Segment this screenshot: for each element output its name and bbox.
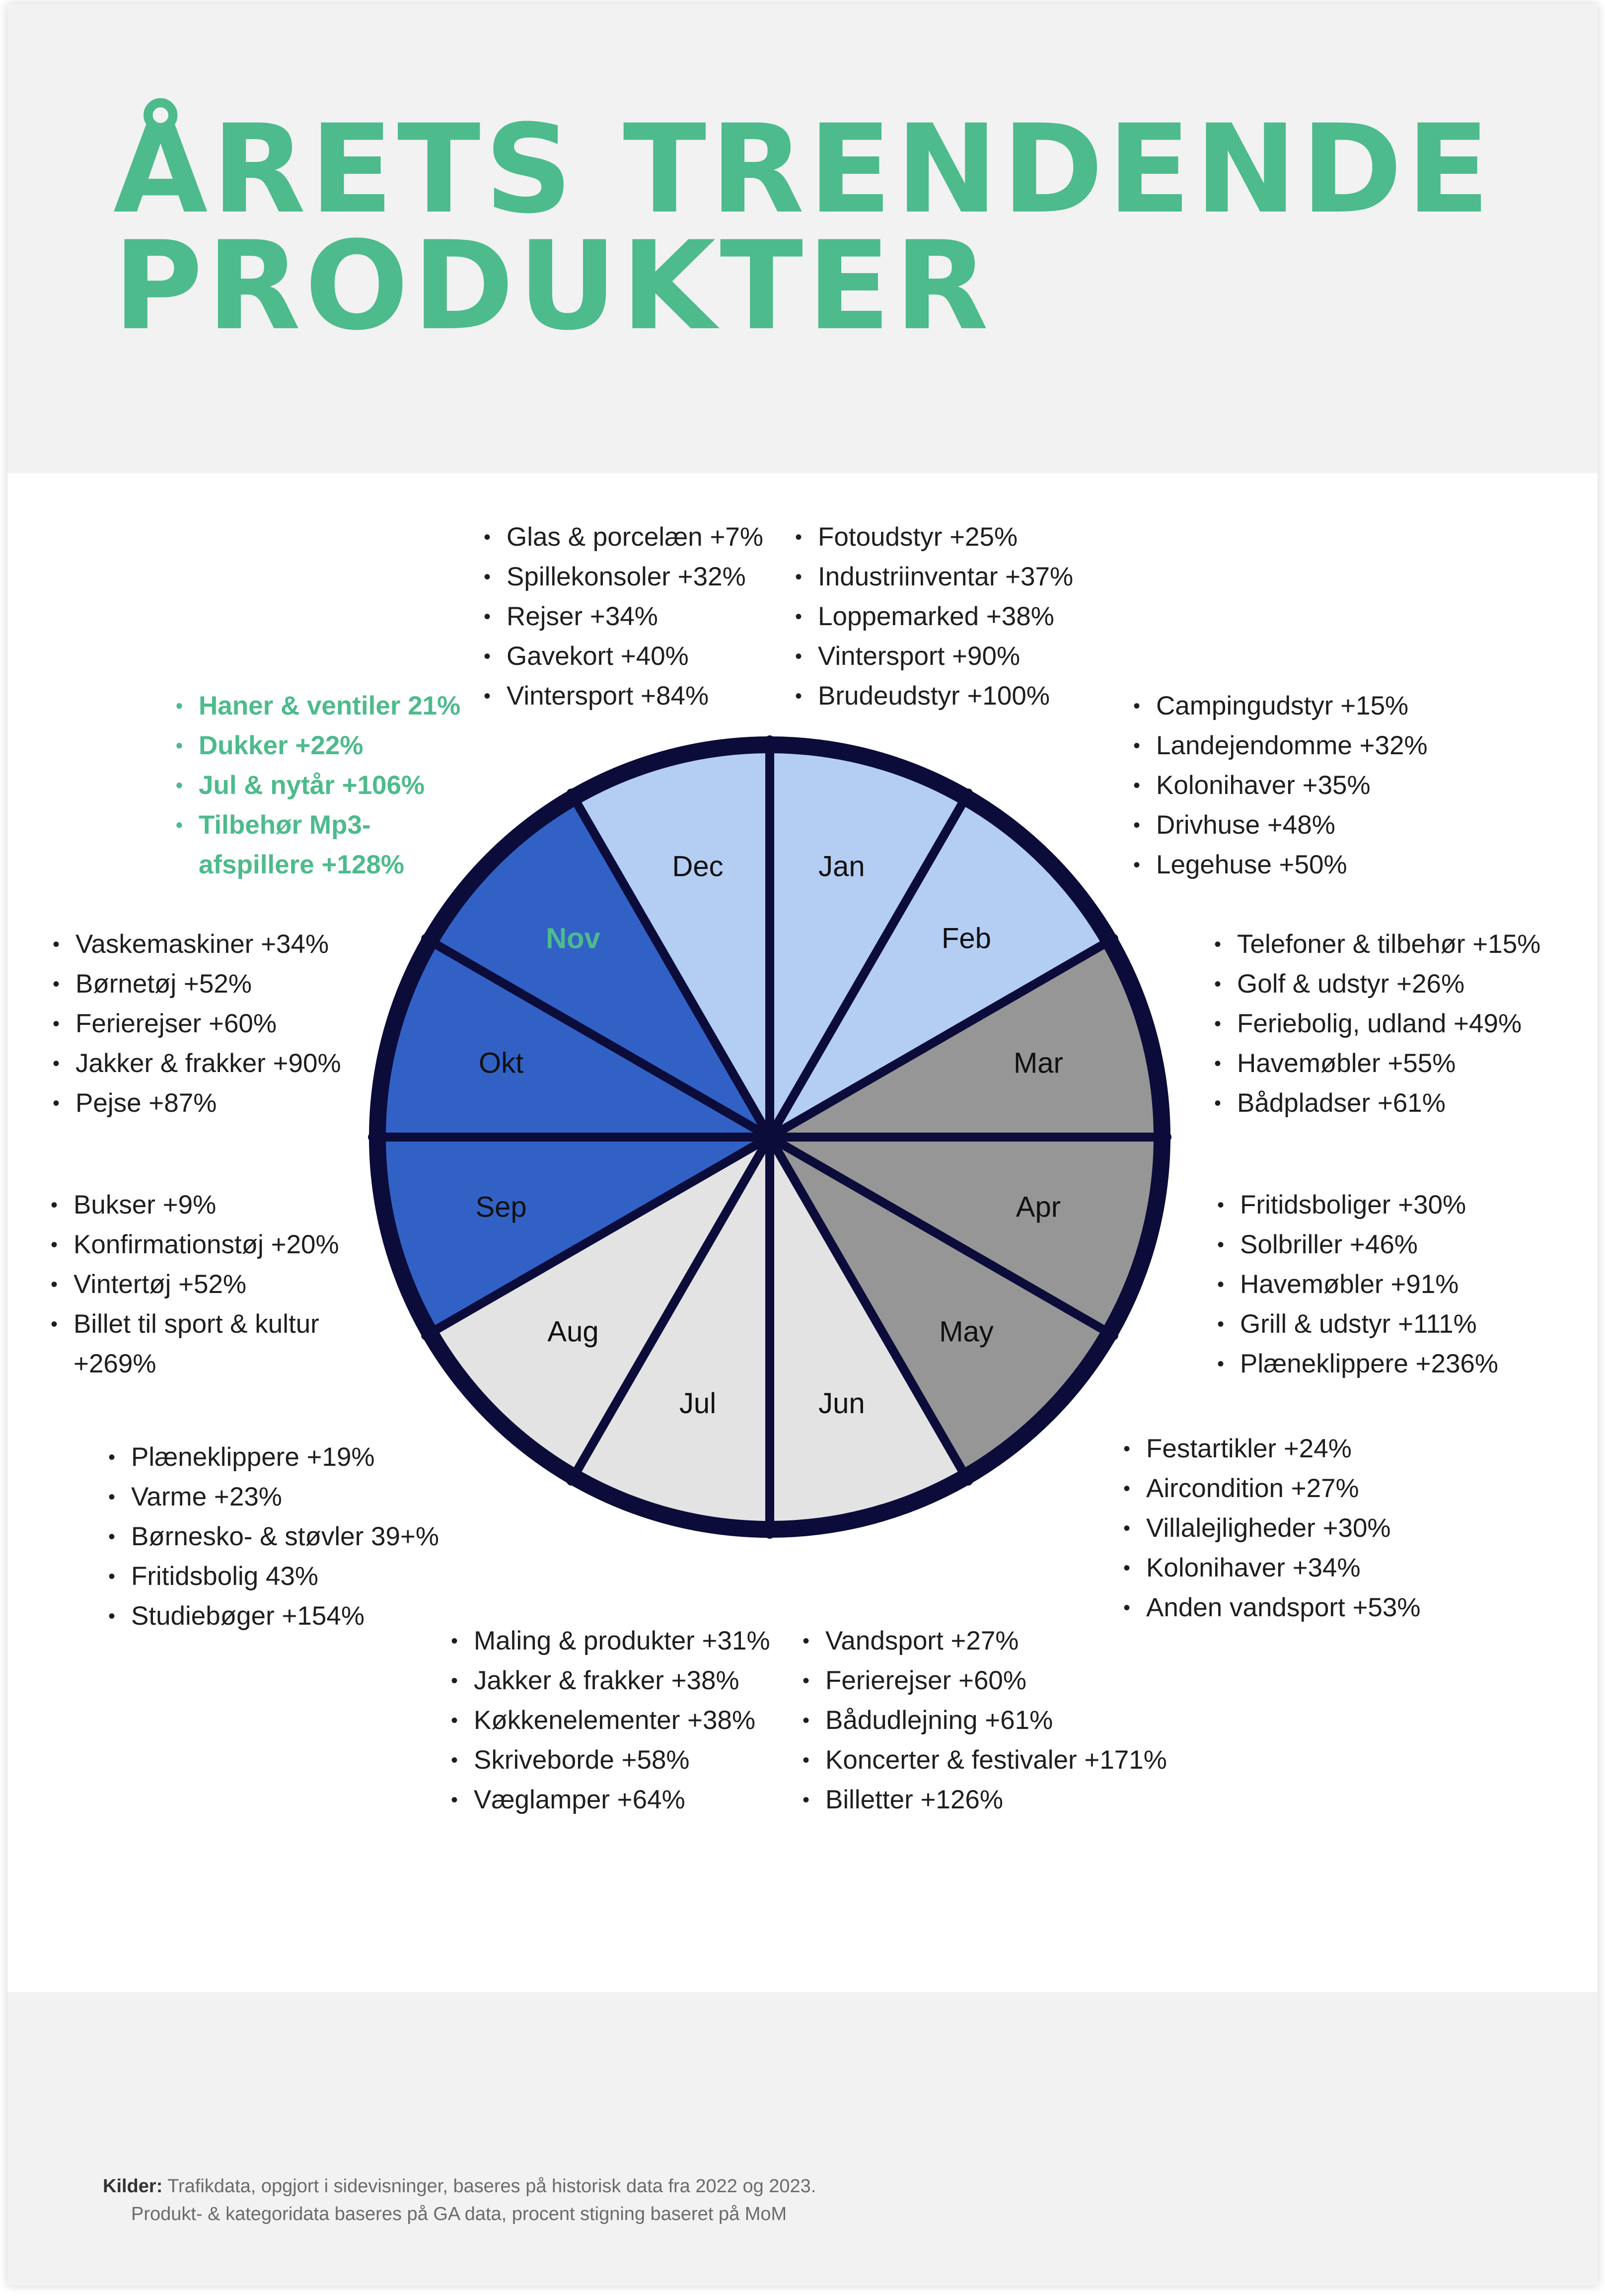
sep-product-list	[47, 1185, 339, 1384]
aug-product-list	[104, 1437, 439, 1636]
list-item: • Vandsport +27%	[799, 1621, 1167, 1661]
list-item: • Solbriller +46%	[1213, 1225, 1498, 1265]
list-item: • Bådpladser +61%	[1210, 1083, 1540, 1123]
list-item: • Spillekonsoler +32%	[480, 557, 763, 597]
list-item: • Koncerter & festivaler +171%	[799, 1740, 1167, 1780]
list-item: • Skriveborde +58%	[447, 1740, 770, 1780]
list-item: • Bukser +9%	[47, 1185, 339, 1225]
list-item: • Billet til sport & kultur	[47, 1304, 339, 1344]
list-item: • Kolonihaver +35%	[1129, 766, 1428, 805]
list-item: • Landejendomme +32%	[1129, 726, 1428, 766]
list-item: • Konfirmationstøj +20%	[47, 1225, 339, 1265]
jan-product-list	[791, 517, 1073, 716]
list-item: • Aircondition +27%	[1119, 1469, 1421, 1508]
list-item: • Havemøbler +91%	[1213, 1265, 1498, 1304]
list-item: • Rejser +34%	[480, 597, 763, 637]
list-item: • Villalejligheder +30%	[1119, 1508, 1421, 1548]
nov-product-list	[172, 686, 460, 885]
list-item: • Fritidsbolig 43%	[104, 1557, 439, 1596]
list-item: • Tilbehør Mp3-	[172, 805, 460, 845]
list-item: • Væglamper +64%	[447, 1780, 770, 1820]
month-label-sep: Sep	[475, 1191, 527, 1223]
month-label-feb: Feb	[942, 922, 991, 955]
list-item: • Bådudlejning +61%	[799, 1701, 1167, 1740]
list-item: • Festartikler +24%	[1119, 1429, 1421, 1469]
list-item: +269%	[73, 1349, 156, 1378]
list-item: • Feriebolig, udland +49%	[1210, 1004, 1540, 1044]
list-item: • Legehuse +50%	[1129, 845, 1428, 885]
month-label-jun: Jun	[818, 1387, 865, 1420]
list-item: • Golf & udstyr +26%	[1210, 964, 1540, 1004]
sources-line-1: Trafikdata, opgjort i sidevisninger, baseres på historisk data fra 2022 og 2023.	[167, 2176, 816, 2197]
list-item: • Jakker & frakker +90%	[49, 1044, 341, 1083]
okt-product-list	[49, 925, 341, 1123]
list-item: • Dukker +22%	[172, 726, 460, 766]
list-item: • Jakker & frakker +38%	[447, 1661, 770, 1701]
month-label-nov: Nov	[546, 922, 600, 955]
list-item: • Ferierejser +60%	[49, 1004, 341, 1044]
list-item: afspillere +128%	[199, 850, 404, 879]
list-item: • Vintersport +84%	[480, 676, 763, 716]
list-item: • Campingudstyr +15%	[1129, 686, 1428, 726]
list-item: • Fritidsboliger +30%	[1213, 1185, 1498, 1225]
sources-note	[103, 2172, 816, 2228]
list-item: • Køkkenelementer +38%	[447, 1701, 770, 1740]
feb-product-list	[1129, 686, 1428, 885]
list-item: • Telefoner & tilbehør +15%	[1210, 925, 1540, 964]
list-item: • Vintertøj +52%	[47, 1265, 339, 1304]
jul-product-list	[447, 1621, 770, 1820]
month-label-may: May	[939, 1315, 994, 1348]
list-item: • Haner & ventiler 21%	[172, 686, 460, 726]
list-item: • Drivhuse +48%	[1129, 805, 1428, 845]
list-item: • Plæneklippere +236%	[1213, 1344, 1498, 1384]
month-label-mar: Mar	[1013, 1047, 1063, 1079]
month-label-dec: Dec	[672, 850, 724, 883]
month-label-aug: Aug	[547, 1315, 599, 1348]
list-item: • Vaskemaskiner +34%	[49, 925, 341, 964]
list-item: • Børnetøj +52%	[49, 964, 341, 1004]
list-item: • Fotoudstyr +25%	[791, 517, 1073, 557]
month-label-apr: Apr	[1016, 1191, 1061, 1223]
list-item: • Billetter +126%	[799, 1780, 1167, 1820]
month-label-okt: Okt	[478, 1047, 524, 1079]
title-line-2: PRODUKTER	[113, 215, 993, 358]
sources-line-2: Produkt- & kategoridata baseres på GA data, procent stigning baseret på MoM	[131, 2204, 787, 2224]
list-item: • Havemøbler +55%	[1210, 1044, 1540, 1083]
sources-label: Kilder:	[103, 2176, 163, 2197]
list-item: • Grill & udstyr +111%	[1213, 1304, 1498, 1344]
page-title	[113, 99, 1494, 358]
month-label-jan: Jan	[818, 850, 865, 883]
dec-product-list	[480, 517, 763, 716]
list-item: • Maling & produkter +31%	[447, 1621, 770, 1661]
list-item: • Kolonihaver +34%	[1119, 1548, 1421, 1588]
list-item: • Industriinventar +37%	[791, 557, 1073, 597]
list-item: • Jul & nytår +106%	[172, 766, 460, 805]
list-item: • Studiebøger +154%	[104, 1596, 439, 1636]
list-item: • Pejse +87%	[49, 1083, 341, 1123]
apr-product-list	[1213, 1185, 1498, 1384]
list-item: • Gavekort +40%	[480, 637, 763, 676]
may-product-list	[1119, 1429, 1421, 1628]
month-wheel	[348, 715, 1192, 1559]
list-item: • Loppemarked +38%	[791, 597, 1073, 637]
list-item: • Brudeudstyr +100%	[791, 676, 1073, 716]
list-item: • Anden vandsport +53%	[1119, 1588, 1421, 1628]
list-item: • Vintersport +90%	[791, 637, 1073, 676]
mar-product-list	[1210, 925, 1540, 1123]
list-item: • Plæneklippere +19%	[104, 1437, 439, 1477]
footer-band	[7, 1992, 1598, 2286]
list-item: • Børnesko- & støvler 39+%	[104, 1517, 439, 1557]
list-item: • Varme +23%	[104, 1477, 439, 1517]
jun-product-list	[799, 1621, 1167, 1820]
list-item: • Glas & porcelæn +7%	[480, 517, 763, 557]
month-label-jul: Jul	[679, 1387, 717, 1420]
title-line-1: ÅRETS TRENDENDE	[113, 99, 1494, 241]
list-item: • Ferierejser +60%	[799, 1661, 1167, 1701]
